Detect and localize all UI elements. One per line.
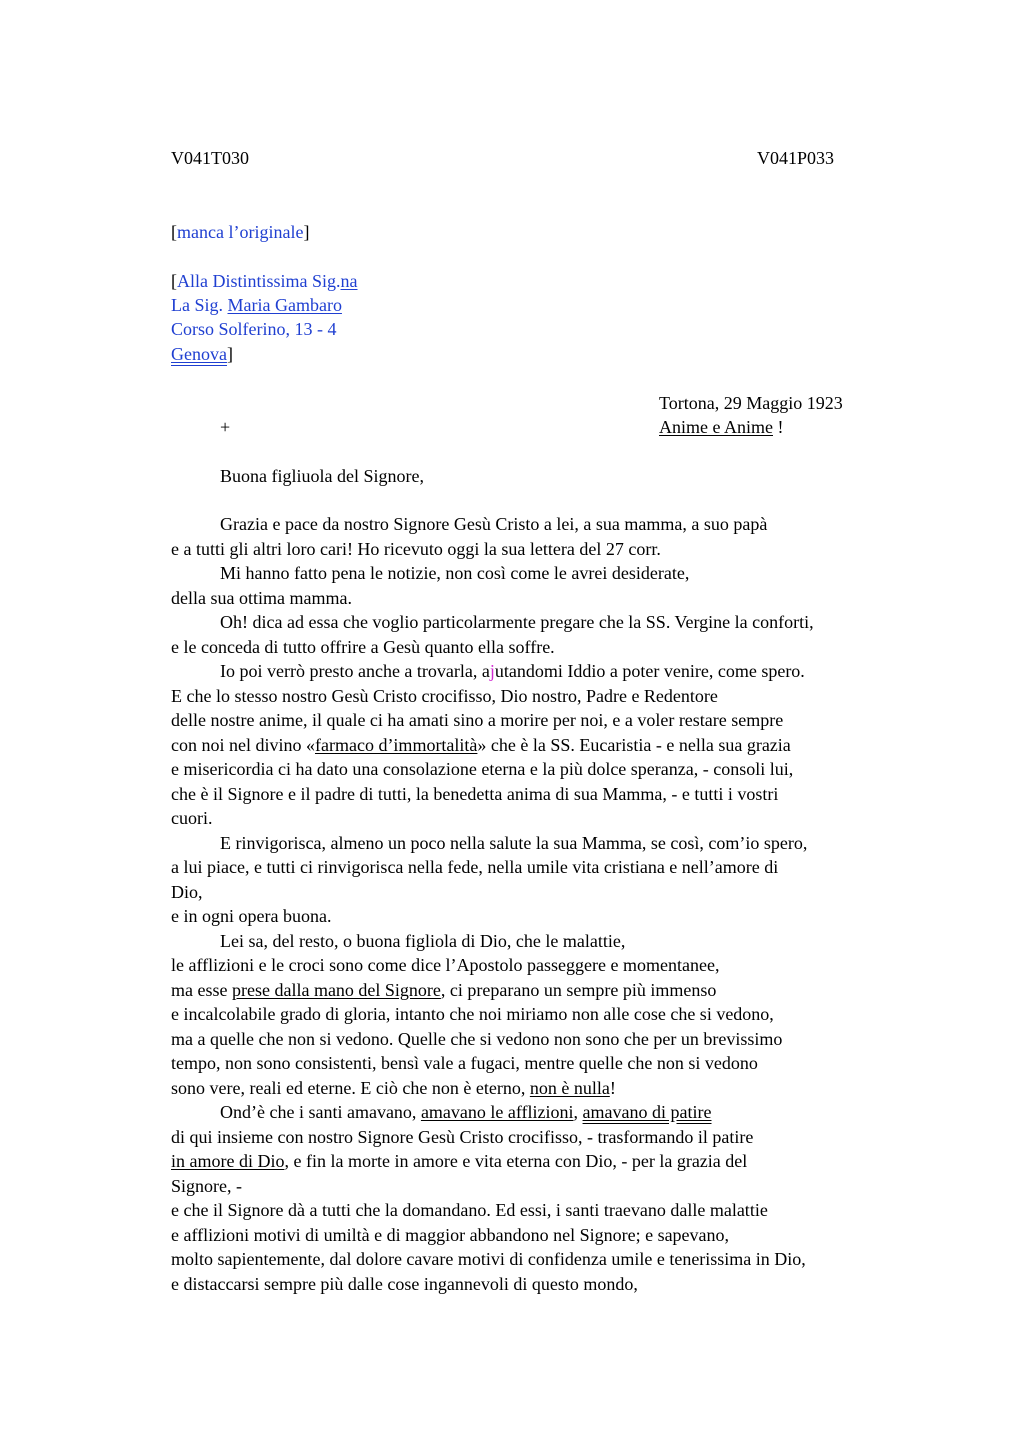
body-line: delle nostre anime, il quale ci ha amati sino a morire per noi, e a voler restare sempre [171, 710, 784, 730]
body-line [171, 659, 911, 684]
body-fragment: con noi nel divino « [171, 734, 315, 755]
body-line: Dio, [171, 881, 203, 902]
body-line: Mi hanno fatto pena le notizie, non così come le avrei desiderate, [220, 563, 690, 583]
bracket-close: ] [303, 222, 310, 242]
bracket-open: [ [171, 222, 177, 242]
underlined-phrase: in amore di Dio [171, 1151, 285, 1171]
body-fragment: ma esse [171, 979, 232, 1000]
body-line: e afflizioni motivi di umiltà e di maggior abbandono nel Signore; e sapevano, [171, 1224, 730, 1245]
body-fragment: ! [609, 1077, 616, 1098]
address-street: Corso Solferino, 13 - 4 [171, 319, 337, 339]
body-line: di qui insieme con nostro Signore Gesù Cristo crocifisso, - trasformando il patire [171, 1126, 754, 1147]
address-line-2 [171, 293, 342, 317]
underlined-phrase: farmaco d’immortalità [314, 734, 478, 755]
underlined-phrase: amavano le afflizioni [420, 1102, 574, 1122]
body-line [171, 1076, 911, 1101]
address-city: Genova [171, 344, 227, 364]
motto-suffix: ! [772, 417, 784, 437]
body-fragment: Ond’è che i santi amavano, [220, 1102, 421, 1122]
underlined-phrase: non è nulla [529, 1077, 610, 1098]
address-line-1 [171, 269, 358, 293]
place-date: Tortona, 29 Maggio 1923 [659, 393, 843, 413]
body-line: cuori. [171, 808, 213, 828]
address-line-4 [171, 342, 233, 366]
body-line: tempo, non sono consistenti, bensì vale a fugaci, mentre quelle che non si vedono [171, 1053, 758, 1073]
letter-body [171, 512, 911, 1296]
body-line [171, 733, 911, 758]
body-line: della sua ottima mamma. [171, 587, 352, 608]
body-fragment: Io poi verrò presto anche a trovarla, a [220, 661, 490, 681]
body-line: e in ogni opera buona. [171, 906, 332, 926]
body-line: Oh! dica ad essa che voglio particolarmente pregare che la SS. Vergine la conforti, [220, 612, 814, 632]
document-code-left: V041T030 [171, 148, 249, 168]
body-line: E rinvigorisca, almeno un poco nella salute la sua Mamma, se così, com’io spero, [220, 832, 808, 853]
address-salutation: Alla Distintissima Sig. [177, 271, 341, 291]
document-code-right: V041P033 [757, 148, 835, 168]
body-line: E che lo stesso nostro Gesù Cristo crocifisso, Dio nostro, Padre e Redentore [171, 685, 718, 706]
body-line: ma a quelle che non si vedono. Quelle che si vedono non sono che per un brevissimo [171, 1028, 783, 1049]
bracket-open: [ [171, 271, 177, 291]
body-line: le afflizioni e le croci sono come dice l’Apostolo passeggere e momentanee, [171, 955, 720, 975]
motto-text: Anime e Anime [659, 417, 773, 437]
body-line [171, 1100, 911, 1125]
body-line: a lui piace, e tutti ci rinvigorisca nella fede, nella umile vita cristiana e nell’amore di [171, 857, 779, 877]
address-abbrev-suffix: na [340, 271, 358, 291]
body-line: Lei sa, del resto, o buona figliola di Dio, che le malattie, [220, 930, 626, 951]
body-line: e a tutti gli altri loro cari! Ho ricevuto oggi la sua lettera del 27 corr. [171, 538, 661, 559]
body-line: e misericordia ci ha dato una consolazione eterna e la più dolce speranza, - consoli lui, [171, 759, 794, 779]
bracket-close: ] [226, 344, 233, 364]
body-line: e distaccarsi sempre più dalle cose ingannevoli di questo mondo, [171, 1273, 638, 1294]
salutation: Buona figliuola del Signore, [220, 466, 424, 486]
body-line: e le conceda di tutto offrire a Gesù quanto ella soffre. [171, 636, 555, 657]
body-line: molto sapientemente, dal dolore cavare motivi di confidenza umile e tenerissima in Dio, [171, 1249, 806, 1269]
body-line: Grazia e pace da nostro Signore Gesù Cristo a lei, a sua mamma, a suo papà [220, 514, 768, 534]
body-line: e incalcolabile grado di gloria, intanto che noi miriamo non alle cose che si vedono, [171, 1004, 774, 1024]
highlighted-letter: j [489, 661, 495, 681]
recipient-name: Maria Gambaro [227, 295, 342, 315]
body-fragment: sono vere, reali ed eterne. E ciò che non è eterno, [171, 1077, 530, 1098]
address-prefix: La Sig. [171, 295, 228, 315]
body-line: Signore, - [171, 1175, 242, 1196]
double-underlined-phrase: amavano di patire [582, 1102, 712, 1122]
body-fragment: , ci preparano un sempre più immenso [440, 979, 717, 1000]
cross-mark: + [220, 417, 231, 437]
body-line: che è il Signore e il padre di tutti, la benedetta anima di sua Mamma, - e tutti i vostri [171, 783, 779, 804]
body-line [171, 1149, 911, 1174]
body-line: e che il Signore dà a tutti che la domandano. Ed essi, i santi traevano dalle malattie [171, 1200, 768, 1220]
body-fragment: utandomi Iddio a poter venire, come spero. [494, 661, 805, 681]
missing-original-note [171, 220, 309, 244]
body-fragment: , e fin la morte in amore e vita eterna con Dio, - per la grazia del [284, 1151, 748, 1171]
body-fragment: » che è la SS. Eucaristia - e nella sua grazia [477, 734, 791, 755]
missing-original-text: manca l’originale [177, 222, 304, 242]
body-line [171, 978, 911, 1003]
motto [659, 415, 783, 439]
underlined-phrase: prese dalla mano del Signore [231, 979, 441, 1000]
body-fragment: , [573, 1102, 583, 1122]
